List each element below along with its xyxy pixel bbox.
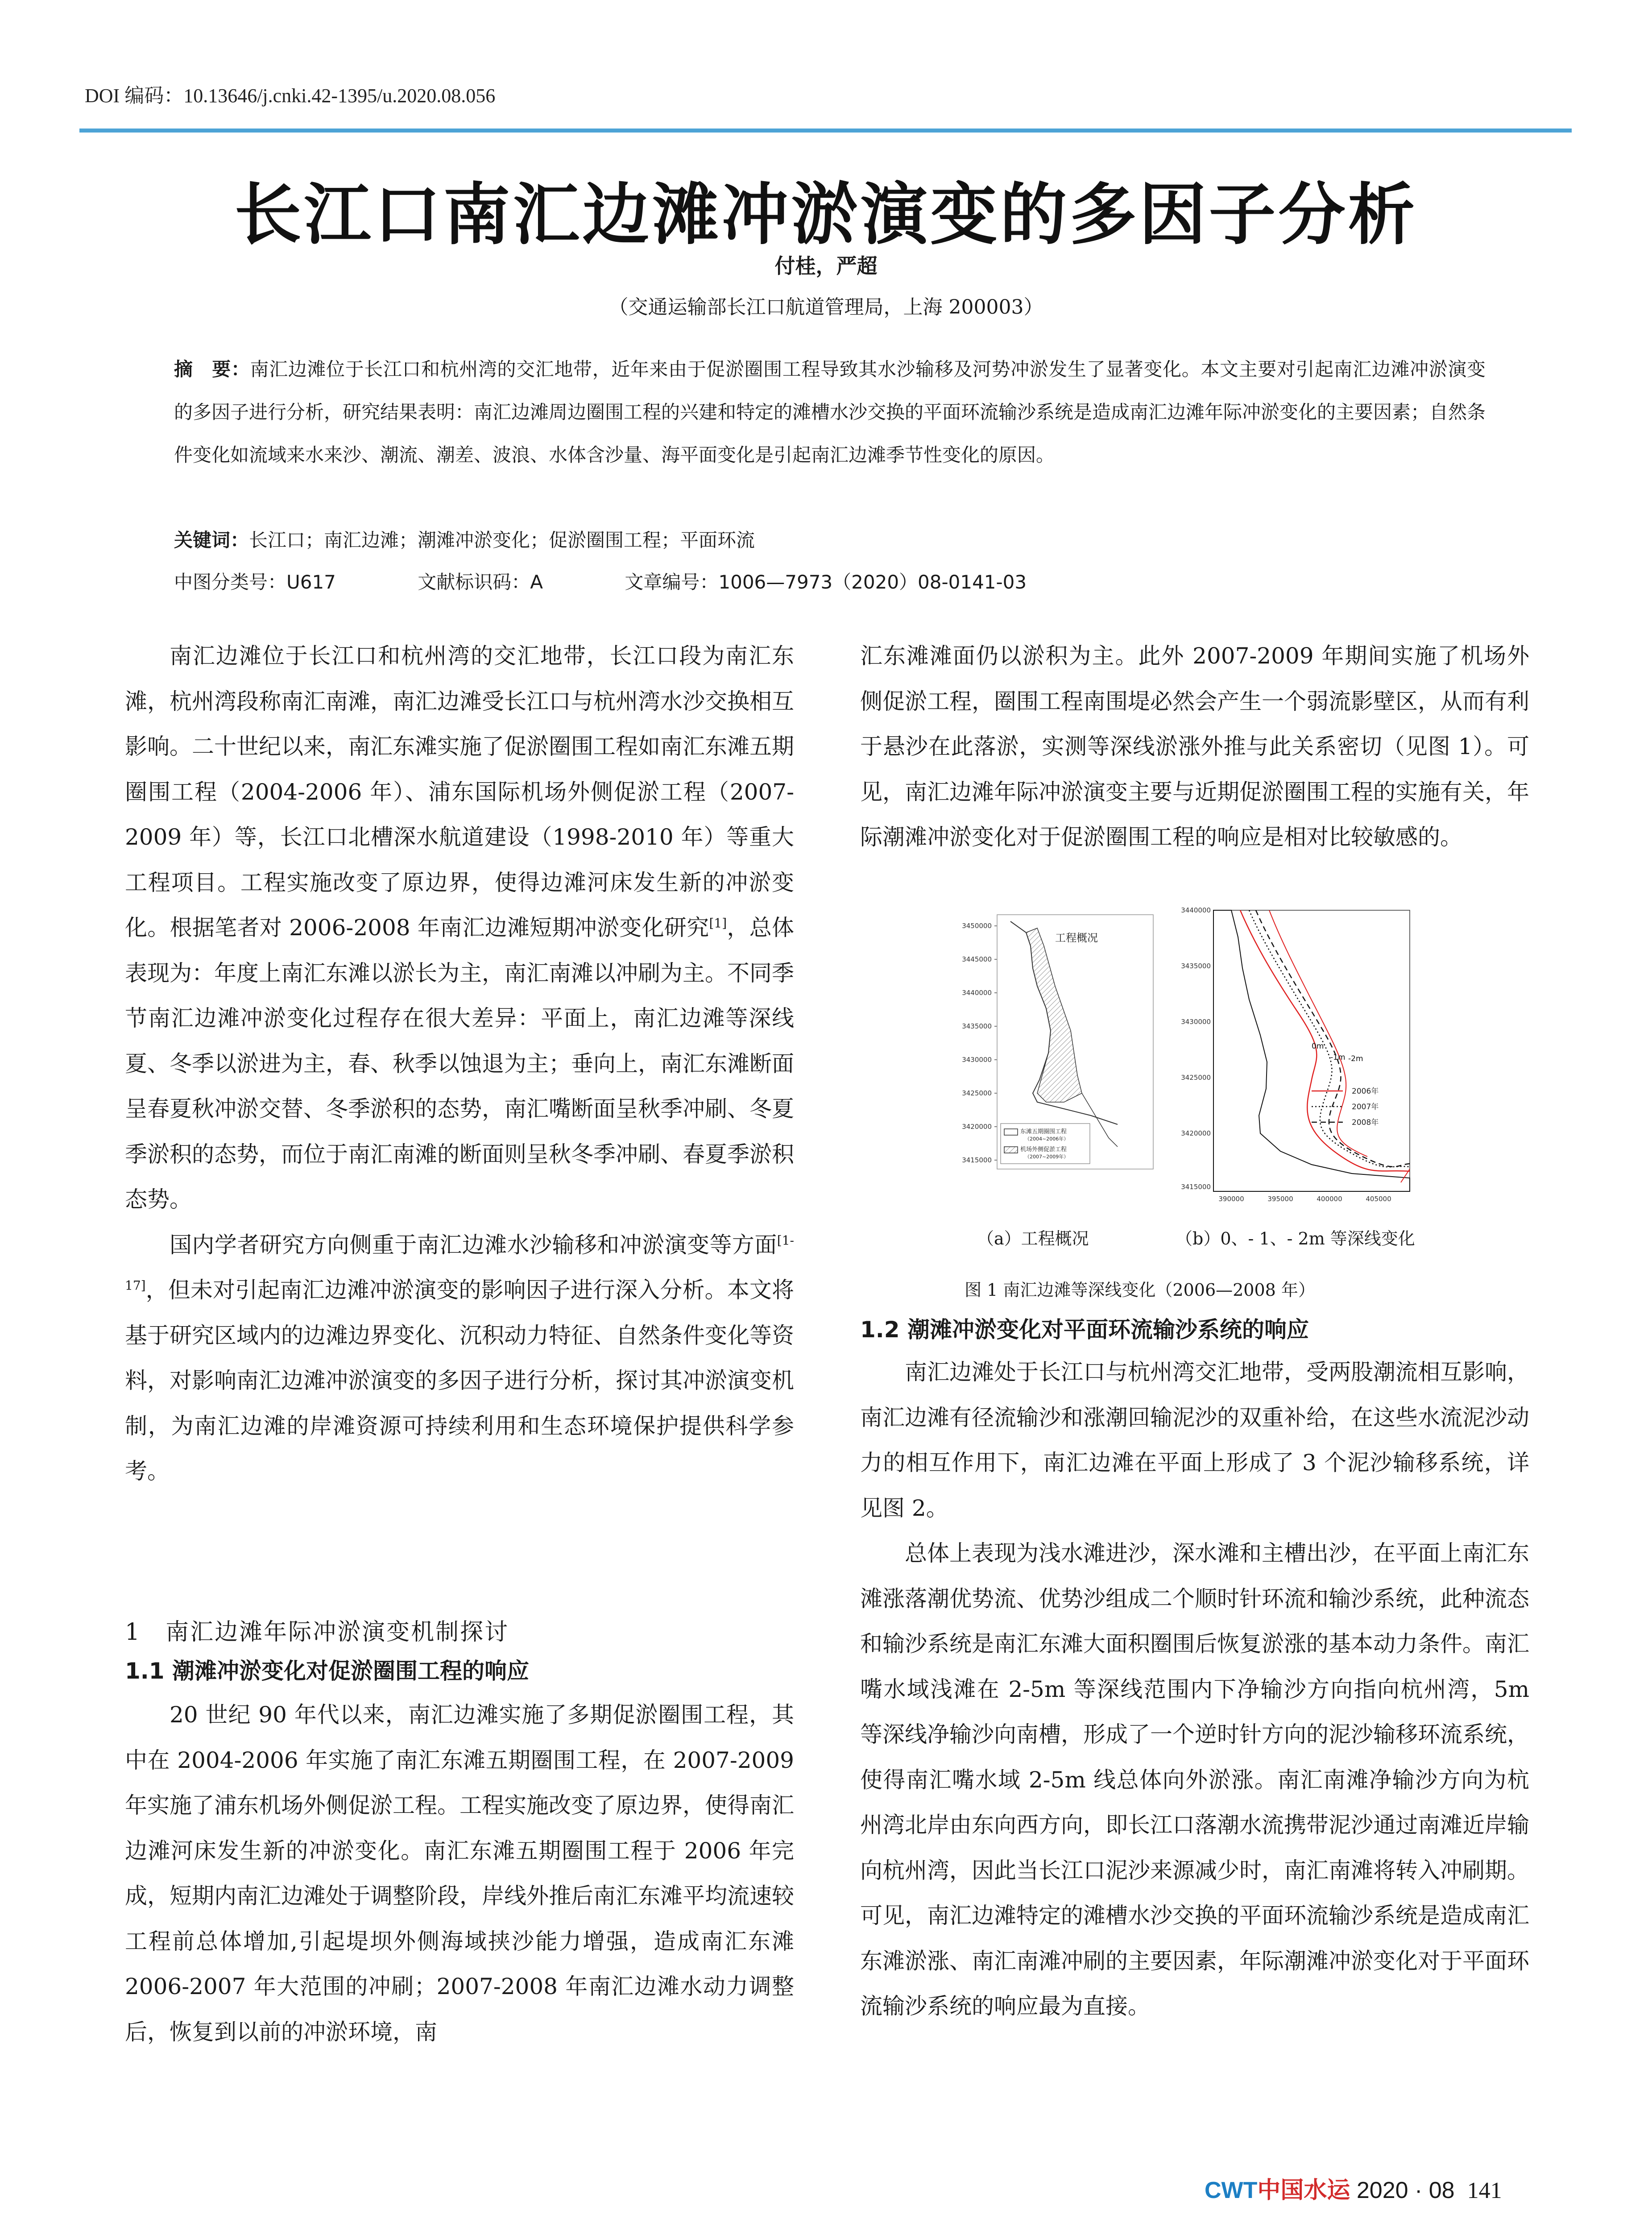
intro-section (125, 634, 794, 1494)
intro-paragraph-2: 国内学者研究方向侧重于南汇边滩水沙输移和冲淤演变等方面[1-17]，但未对引起南汇边滩冲淤演变的影响因子进行深入分析。本文将基于研究区域内的边滩边界变化、沉积动力特征、自然条件变化等资料，对影响南汇边滩冲淤演变的多因子进行分析，探讨其冲淤演变机制，为南汇边滩的岸滩资源可持续利用和生态环境保护提供科学参考。 (125, 1232, 794, 1484)
figure-1-title: 图 1 南汇边滩等深线变化（2006—2008 年） (965, 1280, 1315, 1300)
page-number: 141 (1467, 2178, 1502, 2203)
s11-paragraph-1: 20 世纪 90 年代以来，南汇边滩实施了多期促淤圈围工程，其中在 2004-2006 年实施了南汇东滩五期圈围工程，在 2007-2009 年实施了浦东机场外侧促淤工程。工程实施改变了原边界，使得南汇边滩河床发生新的冲淤变化。南汇东滩五期圈围工程于 2006 年完成，短期内南汇边滩处于调整阶段，岸线外推后南汇东滩平均流速较工程前总体增加,引起堤坝外侧海域挟沙能力增强，造成南汇东滩 2006-2007 年大范围的冲刷；2007-2008 年南汇边滩水动力调整后，恢复到以前的冲淤环境，南 (125, 1702, 794, 2045)
x-tick: 390000 (1218, 1195, 1244, 1203)
citation-ref: [1] (709, 916, 727, 931)
x-tick: 405000 (1366, 1195, 1391, 1203)
y-tick: 3430000 (1181, 1018, 1211, 1026)
authors: 付桂，严超 (774, 254, 878, 278)
keywords-label: 关键词： (174, 529, 249, 551)
y-tick: 3435000 (1181, 962, 1211, 970)
y-tick: 3440000 (962, 989, 992, 997)
legend-label: 东滩五期圈围工程 (1020, 1128, 1067, 1135)
page-footer (1205, 2171, 1502, 2205)
intro-paragraph-1: 南汇边滩位于长江口和杭州湾的交汇地带，长江口段为南汇东滩，杭州湾段称南汇南滩，南汇边滩受长江口与杭州湾水沙交换相互影响。二十世纪以来，南汇东滩实施了促淤圈围工程如南汇东滩五期圈围工程（2004-2006 年）、浦东国际机场外侧促淤工程（2007-2009 年）等，长江口北槽深水航道建设（1998-2010 年）等重大工程项目。工程实施改变了原边界，使得边滩河床发生新的冲淤变化。根据笔者对 2006-2008 年南汇边滩短期冲淤变化研究[1]，总体表现为：年度上南汇东滩以淤长为主，南汇南滩以冲刷为主。不同季节南汇边滩冲淤变化过程存在很大差异：平面上，南汇边滩等深线夏、冬季以淤进为主，春、秋季以蚀退为主；垂向上，南汇东滩断面呈春夏秋冲淤交替、冬季淤积的态势，南汇嘴断面呈秋季冲刷、冬夏季淤积的态势，而位于南汇南滩的断面则呈秋冬季冲刷、春夏季淤积态势。 (125, 643, 794, 1212)
issue-number: 2020 · 08 (1356, 2177, 1455, 2203)
section-1-2-text (860, 1350, 1529, 2029)
y-tick: 3420000 (962, 1123, 992, 1131)
y-tick: 3440000 (1181, 906, 1211, 914)
y-tick: 3420000 (1181, 1129, 1211, 1137)
legend-2007: 2007年 (1352, 1103, 1379, 1111)
y-tick: 3425000 (962, 1089, 992, 1097)
y-tick: 3445000 (962, 955, 992, 963)
journal-logo-cwt: CWT (1205, 2177, 1258, 2203)
legend-label: 机场外侧促淤工程 (1020, 1146, 1067, 1153)
figure-1a (948, 906, 1158, 1196)
reclamation-area (1026, 928, 1082, 1102)
x-tick: 395000 (1267, 1195, 1293, 1203)
legend-sub: （2004~2006年） (1025, 1136, 1069, 1142)
legend-2008: 2008年 (1352, 1118, 1379, 1127)
y-tick: 3435000 (962, 1022, 992, 1030)
contour-label: 0m (1312, 1042, 1324, 1051)
s11-paragraph-1-cont: 汇东滩滩面仍以淤积为主。此外 2007-2009 年期间实施了机场外侧促淤工程，圈围工程南围堤必然会产生一个弱流影壁区，从而有利于悬沙在此落淤，实测等深线淤涨外推与此关系密切（见图 1）。可见，南汇边滩年际冲淤演变主要与近期促淤圈围工程的实施有关，年际潮滩冲淤变化对于促淤圈围工程的响应是相对比较敏感的。 (860, 643, 1529, 850)
y-tick: 3415000 (962, 1156, 992, 1164)
clc-number: 中图分类号：U617 (174, 571, 336, 593)
affiliation: （交通运输部长江口航道管理局，上海 200003） (609, 296, 1043, 319)
y-tick: 3415000 (1181, 1183, 1211, 1191)
paper-title: 长江口南汇边滩冲淤演变的多因子分析 (234, 175, 1418, 254)
figure-1b (1164, 901, 1419, 1214)
y-tick: 3450000 (962, 922, 992, 930)
header-rule (79, 129, 1572, 133)
figure-1a-caption: （a）工程概况 (977, 1229, 1089, 1248)
section-1-1-continued (860, 634, 1529, 860)
abstract-text: 南汇边滩位于长江口和杭州湾的交汇地带，近年来由于促淤圈围工程导致其水沙输移及河势冲淤发生了显著变化。本文主要对引起南汇边滩冲淤演变的多因子进行分析，研究结果表明：南汇边滩周边圈围工程的兴建和特定的滩槽水沙交换的平面环流输沙系统是造成南汇边滩年际冲淤变化的主要因素；自然条件变化如流域来水来沙、潮流、潮差、波浪、水体含沙量、海平面变化是引起南汇边滩季节性变化的原因。 (174, 358, 1486, 466)
contour-label: -1m (1330, 1053, 1346, 1062)
abstract (174, 348, 1486, 477)
section-heading-1: 1 南汇边滩年际冲淤演变机制探讨 (125, 1619, 509, 1646)
legend-2006: 2006年 (1352, 1087, 1379, 1096)
s12-paragraph-2: 总体上表现为浅水滩进沙，深水滩和主槽出沙，在平面上南汇东滩涨落潮优势流、优势沙组成二个顺时针环流和输沙系统，此种流态和输沙系统是南汇东滩大面积圈围后恢复淤涨的基本动力条件。南汇嘴水域浅滩在 2-5m 等深线范围内下净输沙方向指向杭州湾，5m 等深线净输沙向南槽，形成了一个逆时针方向的泥沙输移环流系统，使得南汇嘴水域 2-5m 线总体向外淤涨。南汇南滩净输沙方向为杭州湾北岸由东向西方向，即长江口落潮水流携带泥沙通过南滩近岸输向杭州湾，因此当长江口泥沙来源减少时，南汇南滩将转入冲刷期。可见，南汇边滩特定的滩槽水沙交换的平面环流输沙系统是造成南汇东滩淤涨、南汇南滩冲刷的主要因素，年际潮滩冲淤变化对于平面环流输沙系统的响应最为直接。 (860, 1540, 1529, 2019)
doi-line: DOI 编码：10.13646/j.cnki.42-1395/u.2020.08.056 (85, 85, 496, 107)
article-number: 文章编号：1006—7973（2020）08-0141-03 (625, 571, 1027, 593)
figure-1b-caption: （b）0、- 1、- 2m 等深线变化 (1176, 1229, 1415, 1248)
journal-name: 中国水运 (1257, 2177, 1350, 2204)
abstract-label: 摘 要： (174, 358, 250, 380)
citation-ref: [1-17] (125, 1232, 794, 1293)
x-tick: 400000 (1317, 1195, 1342, 1203)
y-tick: 3425000 (1181, 1074, 1211, 1082)
document-code: 文献标识码：A (418, 571, 543, 593)
s12-paragraph-1: 南汇边滩处于长江口与杭州湾交汇地带，受两股潮流相互影响，南汇边滩有径流输沙和涨潮回输泥沙的双重补给，在这些水流泥沙动力的相互作用下，南汇边滩在平面上形成了 3 个泥沙输移系统，详见图 2。 (860, 1359, 1529, 1521)
section-heading-1-2: 1.2 潮滩冲淤变化对平面环流输沙系统的响应 (860, 1317, 1309, 1343)
keywords-text: 长江口；南汇边滩；潮滩冲淤变化；促淤圈围工程；平面环流 (249, 529, 755, 551)
figure-1a-title: 工程概况 (1055, 932, 1098, 944)
legend-sub: （2007~2009年） (1025, 1154, 1069, 1160)
classification-line (174, 568, 1027, 594)
keywords (174, 526, 755, 552)
y-tick: 3430000 (962, 1056, 992, 1064)
section-heading-1-1: 1.1 潮滩冲淤变化对促淤圈围工程的响应 (125, 1658, 529, 1684)
section-1-1-text (125, 1692, 794, 2055)
contour-label: -2m (1348, 1054, 1363, 1063)
